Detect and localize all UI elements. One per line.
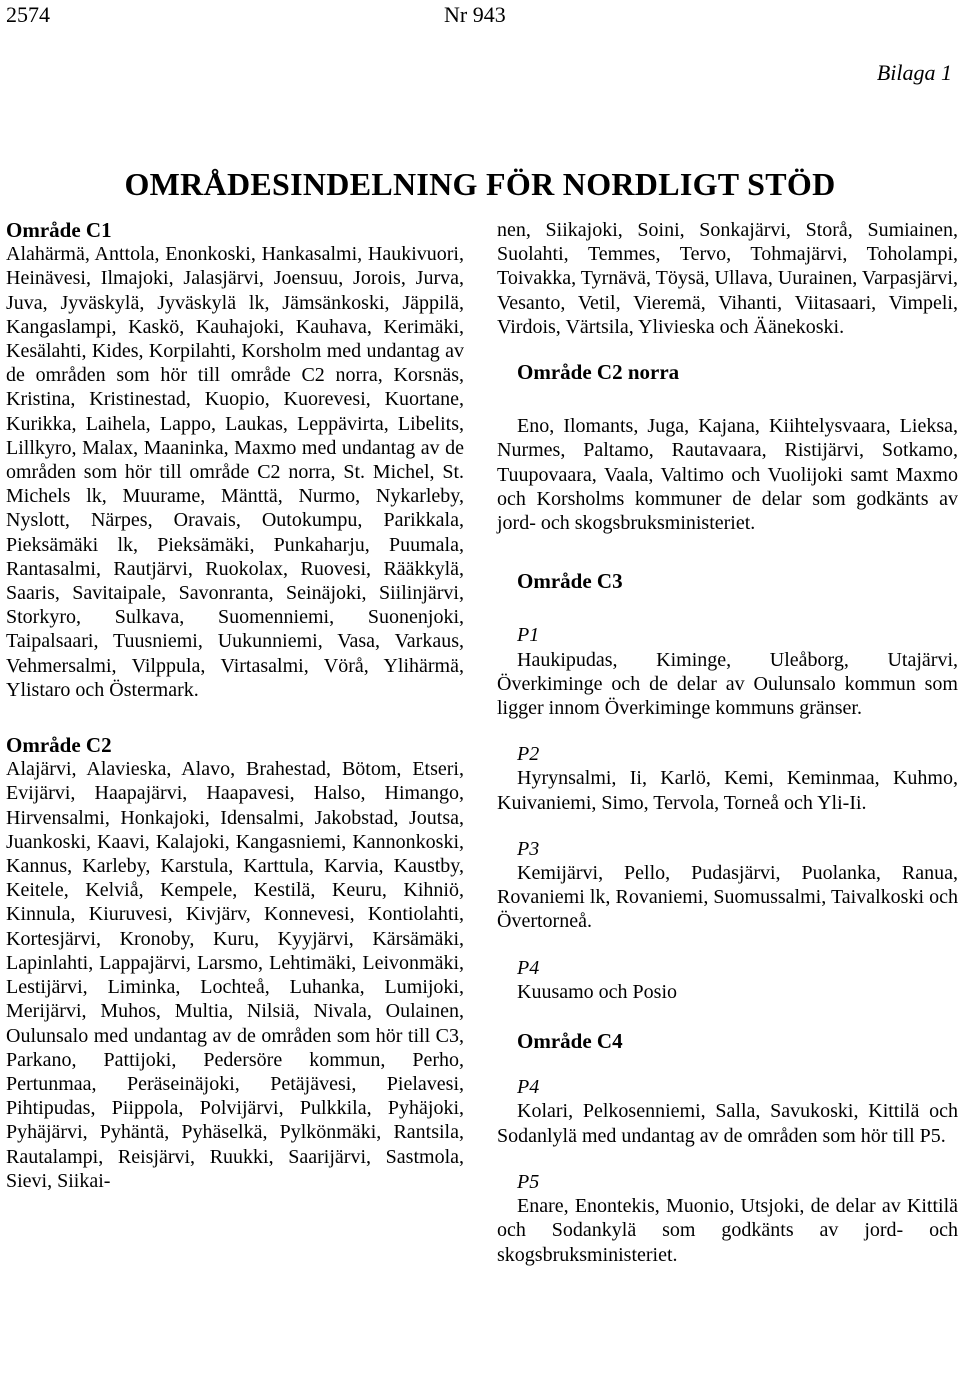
subsection-label-p3: P3 [517, 837, 540, 860]
subsection-label-p1: P1 [517, 624, 540, 647]
section-heading-c3: Område C3 [517, 569, 623, 594]
subsection-label-p2: P2 [517, 743, 540, 766]
subsection-text-p4-c4: Kolari, Pelkosenniemi, Salla, Savukoski, Kittilä och Sodanlylä med undantag av de områden som hör till P5. [497, 1100, 958, 1147]
subsection-text-p1: Haukipudas, Kiminge, Uleåborg, Utajärvi, Överkiminge och de delar av Oulunsalo kommun som ligger innom Överkiminge kommuns gränser. [497, 648, 958, 720]
section-text-c2: Alajärvi, Alavieska, Alavo, Brahestad, Bötom, Etseri, Evijärvi, Haapajärvi, Haapavesi, Halso, Himango, Hirvensalmi, Honkajoki, Idensalmi, Jakobstad, Joutsa, Juankoski, Kaavi, Kalajoki, Kangasniemi, Kannonkoski, Kannus, Karleby, Karstula, Karttula, Karvia, Kaustby, Keitele, Kelviå, Kempele, Kestilä, Keuru, Kihniö, Kinnula, Kiuruvesi, Kivjärv, Konnevesi, Kontiolahti, Kortesjärvi, Kronoby, Kuru, Kyyjärvi, Kärsämäki, Lapinlahti, Lappajärvi, Larsmo, Lehtimäki, Leivonmäki, Lestijärvi, Liminka, Lochteå, Luhanka, Lumijoki, Merijärvi, Muhos, Multia, Nilsiä, Nivala, Oulainen, Oulunsalo med undantag av de områden som hör till C3, Parkano, Pattijoki, Pedersöre kommun, Perho, Pertunmaa, Peräseinäjoki, Petäjävesi, Pielavesi, Pihtipudas, Piippola, Polvijärvi, Pulkkila, Pyhäjoki, Pyhäjärvi, Pyhäntä, Pyhäselkä, Pylkönmäki, Rantsila, Rautalampi, Reisjärvi, Ruukki, Saarijärvi, Sastmola, Sievi, Siikai- [6, 758, 464, 1192]
subsection-label-p4-c3: P4 [517, 956, 540, 979]
right-column [497, 218, 958, 1267]
section-heading-c1: Område C1 [6, 218, 112, 242]
section-text-c1: Alahärmä, Anttola, Enonkoski, Hankasalmi, Haukivuori, Heinävesi, Ilmajoki, Jalasjärvi, Joensuu, Jorois, Jurva, Juva, Jyväskylä, Jyväskylä lk, Jämsänkoski, Jäppilä, Kangaslampi, Kaskö, Kauhajoki, Kauhava, Kerimäki, Kesälahti, Kides, Korpilahti, Korsholm med undantag av de områden som hör till område C2 norra, Korsnäs, Kristina, Kristinestad, Kuopio, Kuorevesi, Kuortane, Kurikka, Laihela, Lappo, Laukas, Leppävirta, Libelits, Lillkyro, Malax, Maaninka, Maxmo med undantag av de områden som hör till område C2 norra, St. Michel, St. Michels lk, Muurame, Mänttä, Nurmo, Nykarleby, Nyslott, Närpes, Oravais, Outokumpu, Parikkala, Pieksämäki lk, Pieksämäki, Punkaharju, Puumala, Rantasalmi, Rautjärvi, Ruokolax, Ruovesi, Rääkkylä, Saaris, Savitaipale, Savonranta, Seinäjoki, Siilinjärvi, Storkyro, Sulkava, Suomenniemi, Suonenjoki, Taipalsaari, Tuusniemi, Uukunniemi, Vasa, Varkaus, Vehmersalmi, Vilppula, Virtasalmi, Vörå, Ylihärmä, Ylistaro och Östermark. [6, 243, 464, 701]
subsection-text-p4-c3: Kuusamo och Posio [517, 980, 677, 1003]
section-heading-c2-norra: Område C2 norra [517, 360, 680, 385]
subsection-text-p5: Enare, Enontekis, Muonio, Utsjoki, de delar av Kittilä och Sodankylä som godkänts av jord- och skogsbruksministeriet. [497, 1195, 958, 1266]
subsection-label-p5: P5 [517, 1170, 540, 1193]
document-title: OMRÅDESINDELNING FÖR NORDLIGT STÖD [124, 166, 836, 202]
section-text-c2-norra: Eno, Ilomants, Juga, Kajana, Kiihtelysvaara, Lieksa, Nurmes, Paltamo, Rautavaara, Ristijärvi, Sotkamo, Tuupovaara, Vaala, Valtimo och Vuolijoki samt Maxmo och Korsholms kommuner de delar som godkänts av jord- och skogsbruksministeriet. [497, 415, 958, 535]
left-column [6, 218, 464, 1193]
appendix-label: Bilaga 1 [876, 60, 952, 85]
subsection-text-p2: Hyrynsalmi, Ii, Karlö, Kemi, Keminmaa, Kuhmo, Kuivaniemi, Simo, Tervola, Torneå och Yli-Ii. [497, 767, 958, 814]
section-text-c2-continuation: nen, Siikajoki, Soini, Sonkajärvi, Storå, Sumiainen, Suolahti, Temmes, Tervo, Tohmajärvi, Toholampi, Toivakka, Tyrnävä, Töysä, Ullava, Uurainen, Varpasjärvi, Vesanto, Vetil, Vieremä, Vihanti, Viitasaari, Vimpeli, Virdois, Värtsila, Ylivieska och Äänekoski. [497, 219, 958, 338]
section-heading-c4: Område C4 [517, 1029, 623, 1054]
subsection-text-p3: Kemijärvi, Pello, Pudasjärvi, Puolanka, Ranua, Rovaniemi lk, Rovaniemi, Suomussalmi, Taivalkoski och Övertorneå. [497, 862, 958, 933]
section-heading-c2: Område C2 [6, 733, 112, 758]
page-number: 2574 [6, 2, 50, 27]
subsection-label-p4-c4: P4 [517, 1076, 540, 1099]
issue-number: Nr 943 [444, 2, 506, 27]
